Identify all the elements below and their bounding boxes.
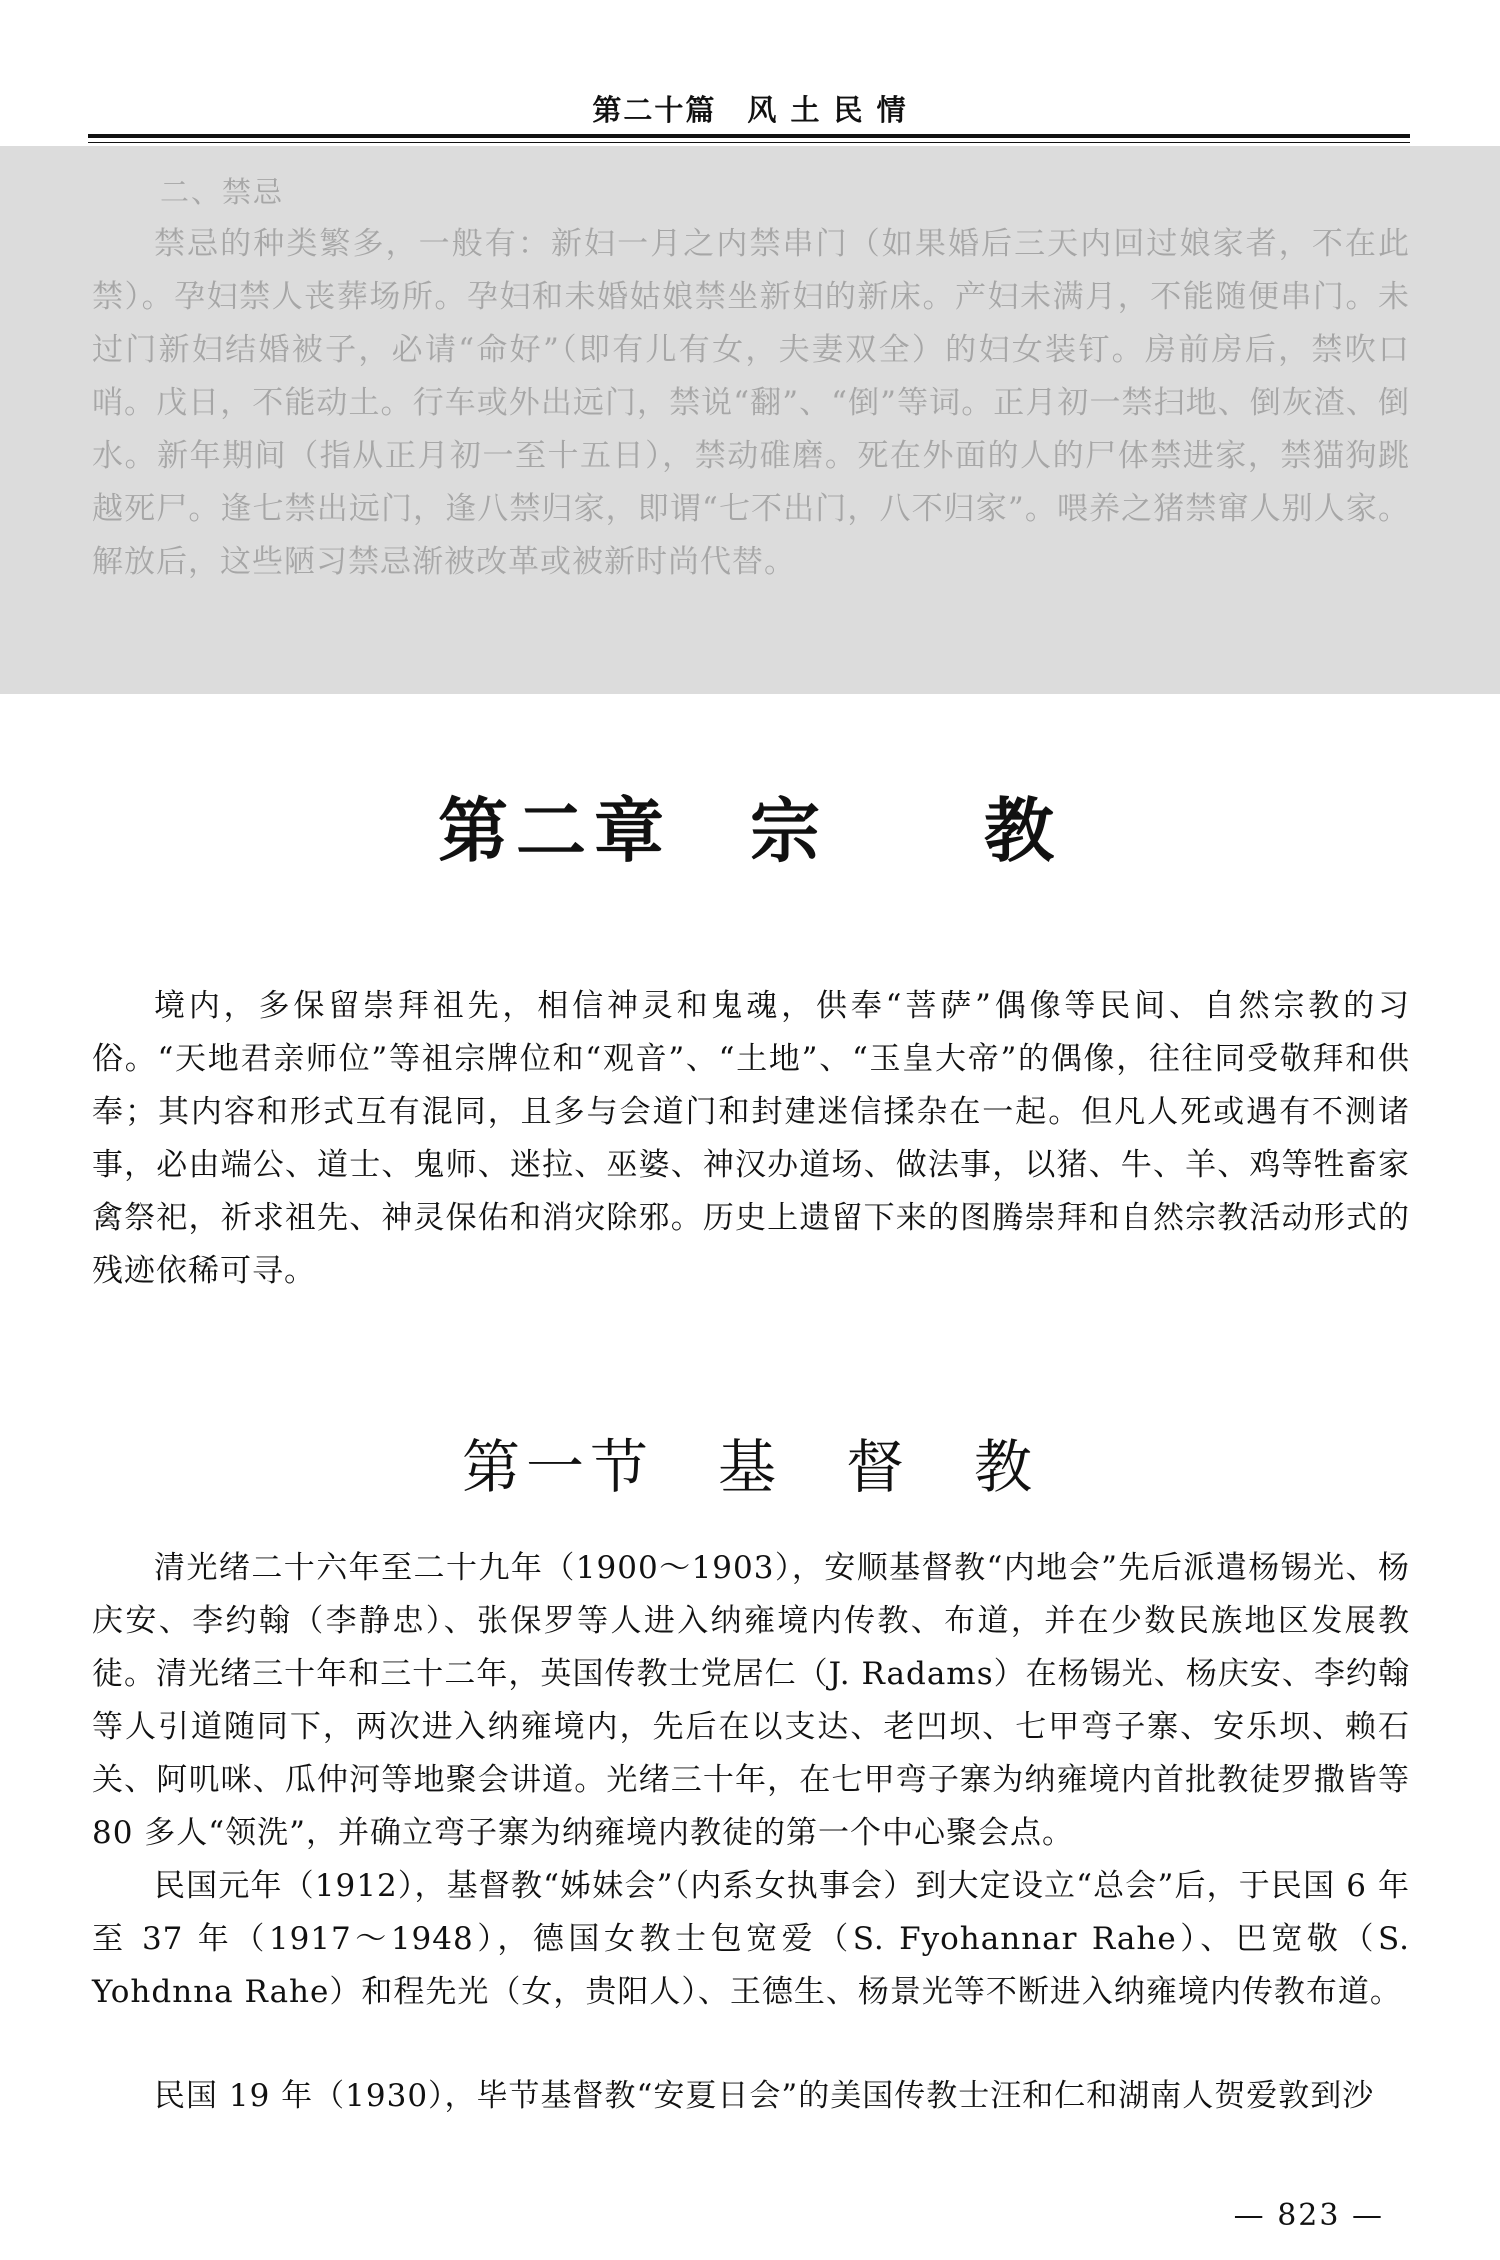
- body-paragraph: 民国 19 年（1930），毕节基督教“安夏日会”的美国传教士汪和仁和湖南人贺爱敦到沙: [154, 2078, 1375, 2114]
- chapter-intro-paragraph: 境内，多保留崇拜祖先，相信神灵和鬼魂，供奉“菩萨”偶像等民间、自然宗教的习俗。“天地君亲师位”等祖宗牌位和“观音”、“土地”、“玉皇大帝”的偶像，往往同受敬拜和供奉；其内容和形式互有混同，且多与会道门和封建迷信揉杂在一起。但凡人死或遇有不测诸事，必由端公、道士、鬼师、迷拉、巫婆、神汉办道场、做法事，以猪、牛、羊、鸡等牲畜家禽祭祀，祈求祖先、神灵保佑和消灾除邪。历史上遗留下来的图腾崇拜和自然宗教活动形式的残迹依稀可寻。: [92, 988, 1410, 1289]
- taboo-section-label: 二、禁忌: [160, 175, 285, 209]
- header-rule-thick: [88, 134, 1410, 138]
- taboo-paragraph: 禁忌的种类繁多，一般有：新妇一月之内禁串门（如果婚后三天内回过娘家者，不在此禁）。孕妇禁人丧葬场所。孕妇和未婚姑娘禁坐新妇的新床。产妇未满月，不能随便串门。未过门新妇结婚被子，必请“命好”（即有儿有女，夫妻双全）的妇女装钉。房前房后，禁吹口哨。戊日，不能动土。行车或外出远门，禁说“翻”、“倒”等词。正月初一禁扫地、倒灰渣、倒水。新年期间（指从正月初一至十五日），禁动碓磨。死在外面的人的尸体禁进家，禁猫狗跳越死尸。逢七禁出远门，逢八禁归家，即谓“七不出门，八不归家”。喂养之猪禁窜人别人家。解放后，这些陋习禁忌渐被改革或被新时尚代替。: [92, 226, 1410, 580]
- body-paragraph: 民国元年（1912），基督教“姊妹会”（内系女执事会）到大定设立“总会”后，于民国 6 年至 37 年（1917～1948），德国女教士包宽爱（S. Fyohannar Rahe）、巴宽敬（S. Yohdnna Rahe）和程先光（女，贵阳人）、王德生、杨景光等不断进入纳雍境内传教布道。: [92, 1868, 1410, 2010]
- body-paragraph: 清光绪二十六年至二十九年（1900～1903），安顺基督教“内地会”先后派遣杨锡光、杨庆安、李约翰（李静忠）、张保罗等人进入纳雍境内传教、布道，并在少数民族地区发展教徒。清光绪三十年和三十二年，英国传教士党居仁（J. Radams）在杨锡光、杨庆安、李约翰等人引道随同下，两次进入纳雍境内，先后在以支达、老凹坝、七甲弯子寨、安乐坝、赖石关、阿叽咪、瓜仲河等地聚会讲道。光绪三十年，在七甲弯子寨为纳雍境内首批教徒罗撒皆等 80 多人“领洗”，并确立弯子寨为纳雍境内教徒的第一个中心聚会点。: [92, 1550, 1410, 1851]
- section-title: 第一节 基 督 教: [461, 1433, 1038, 1501]
- chapter-title: 第二章 宗 教: [438, 790, 1062, 872]
- running-head: 第二十篇 风 土 民 情: [592, 93, 908, 127]
- header-rule-thin: [88, 142, 1410, 143]
- page-number: — 823 —: [1233, 2198, 1384, 2233]
